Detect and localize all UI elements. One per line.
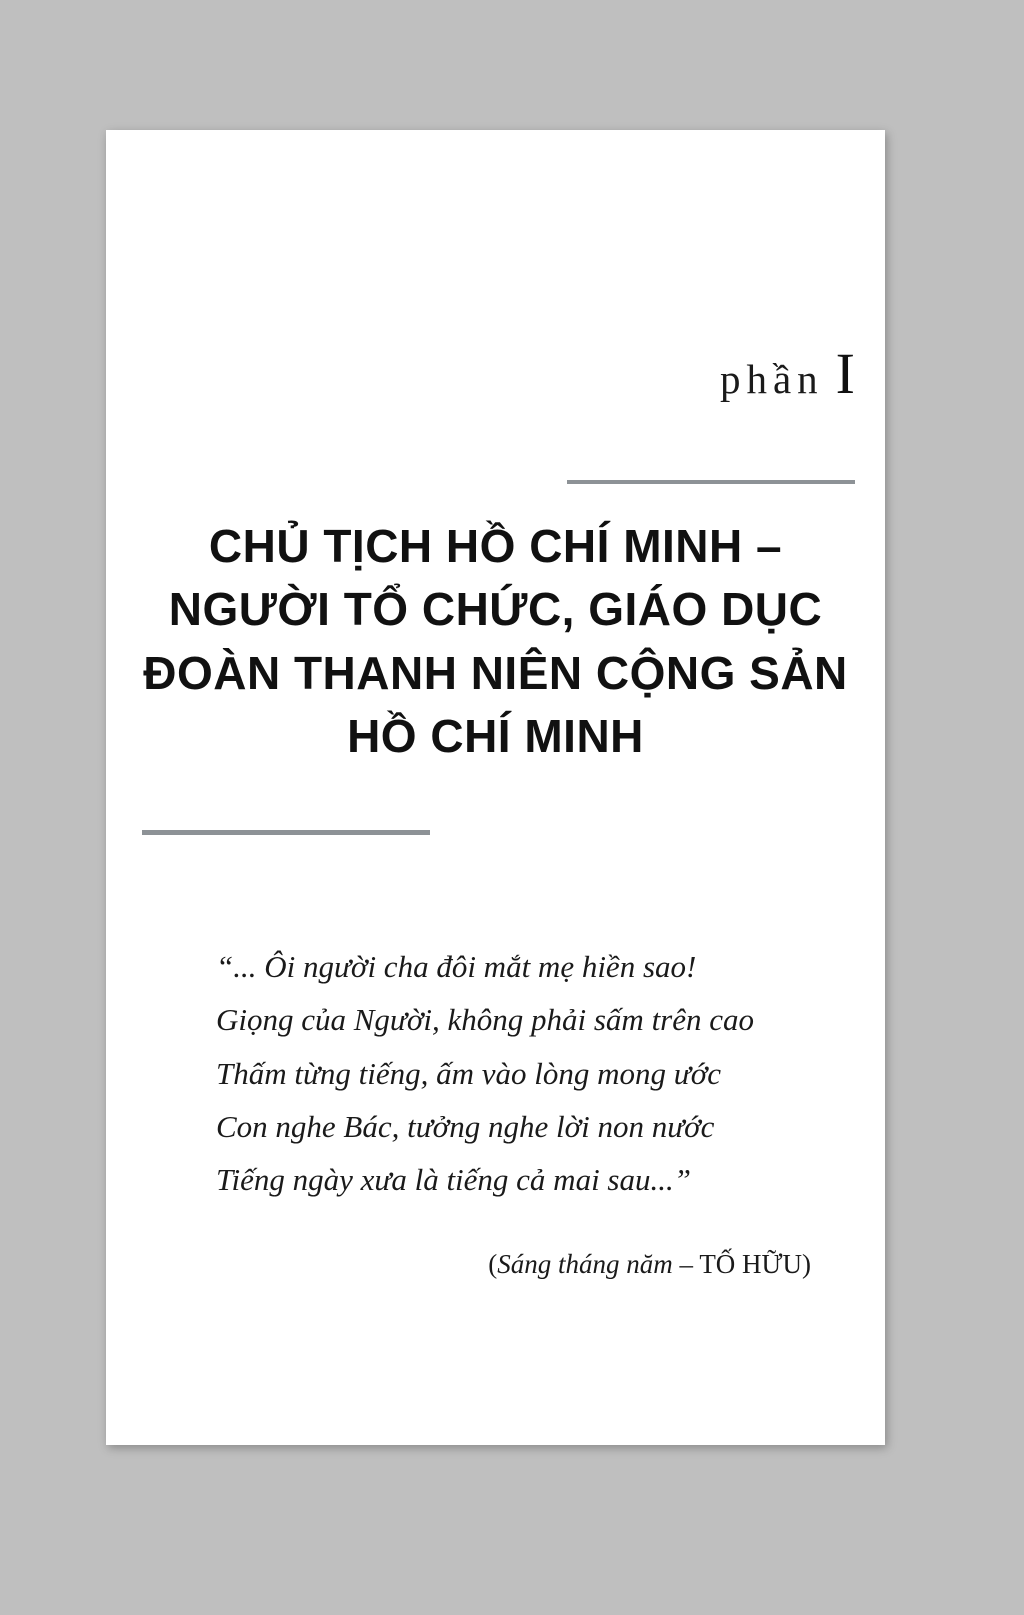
credit-close-paren: )	[802, 1248, 811, 1279]
credit-author: TỐ HỮU	[699, 1248, 802, 1279]
poem-line-5: Tiếng ngày xưa là tiếng cả mai sau...”	[216, 1162, 691, 1198]
part-heading	[719, 341, 855, 406]
poem-line-4: Con nghe Bác, tưởng nghe lời non nước	[216, 1108, 715, 1144]
part-label: phần	[719, 356, 824, 402]
epigraph-poem	[216, 940, 825, 1280]
title-line-2: NGƯỜI TỔ CHỨC, GIÁO DỤC	[168, 583, 823, 636]
page-title	[136, 515, 855, 769]
divider-top	[567, 480, 855, 484]
poem-line-2: Giọng của Người, không phải sấm trên cao	[216, 1002, 755, 1038]
credit-dash: –	[672, 1248, 700, 1279]
part-number: I	[835, 341, 855, 406]
poem-line-1: “... Ôi người cha đôi mắt mẹ hiền sao!	[216, 949, 697, 984]
poem-credit	[216, 1249, 825, 1280]
title-line-3: ĐOÀN THANH NIÊN CỘNG SẢN	[143, 646, 848, 699]
poem-line-3: Thấm từng tiếng, ấm vào lòng mong ước	[216, 1055, 721, 1091]
title-line-4: HỒ CHÍ MINH	[347, 710, 644, 763]
divider-bottom	[142, 830, 430, 835]
title-line-1: CHỦ TỊCH HỒ CHÍ MINH –	[208, 520, 783, 572]
credit-open-paren: (	[488, 1248, 498, 1279]
book-page	[106, 130, 885, 1445]
credit-source: Sáng tháng năm	[497, 1248, 673, 1279]
